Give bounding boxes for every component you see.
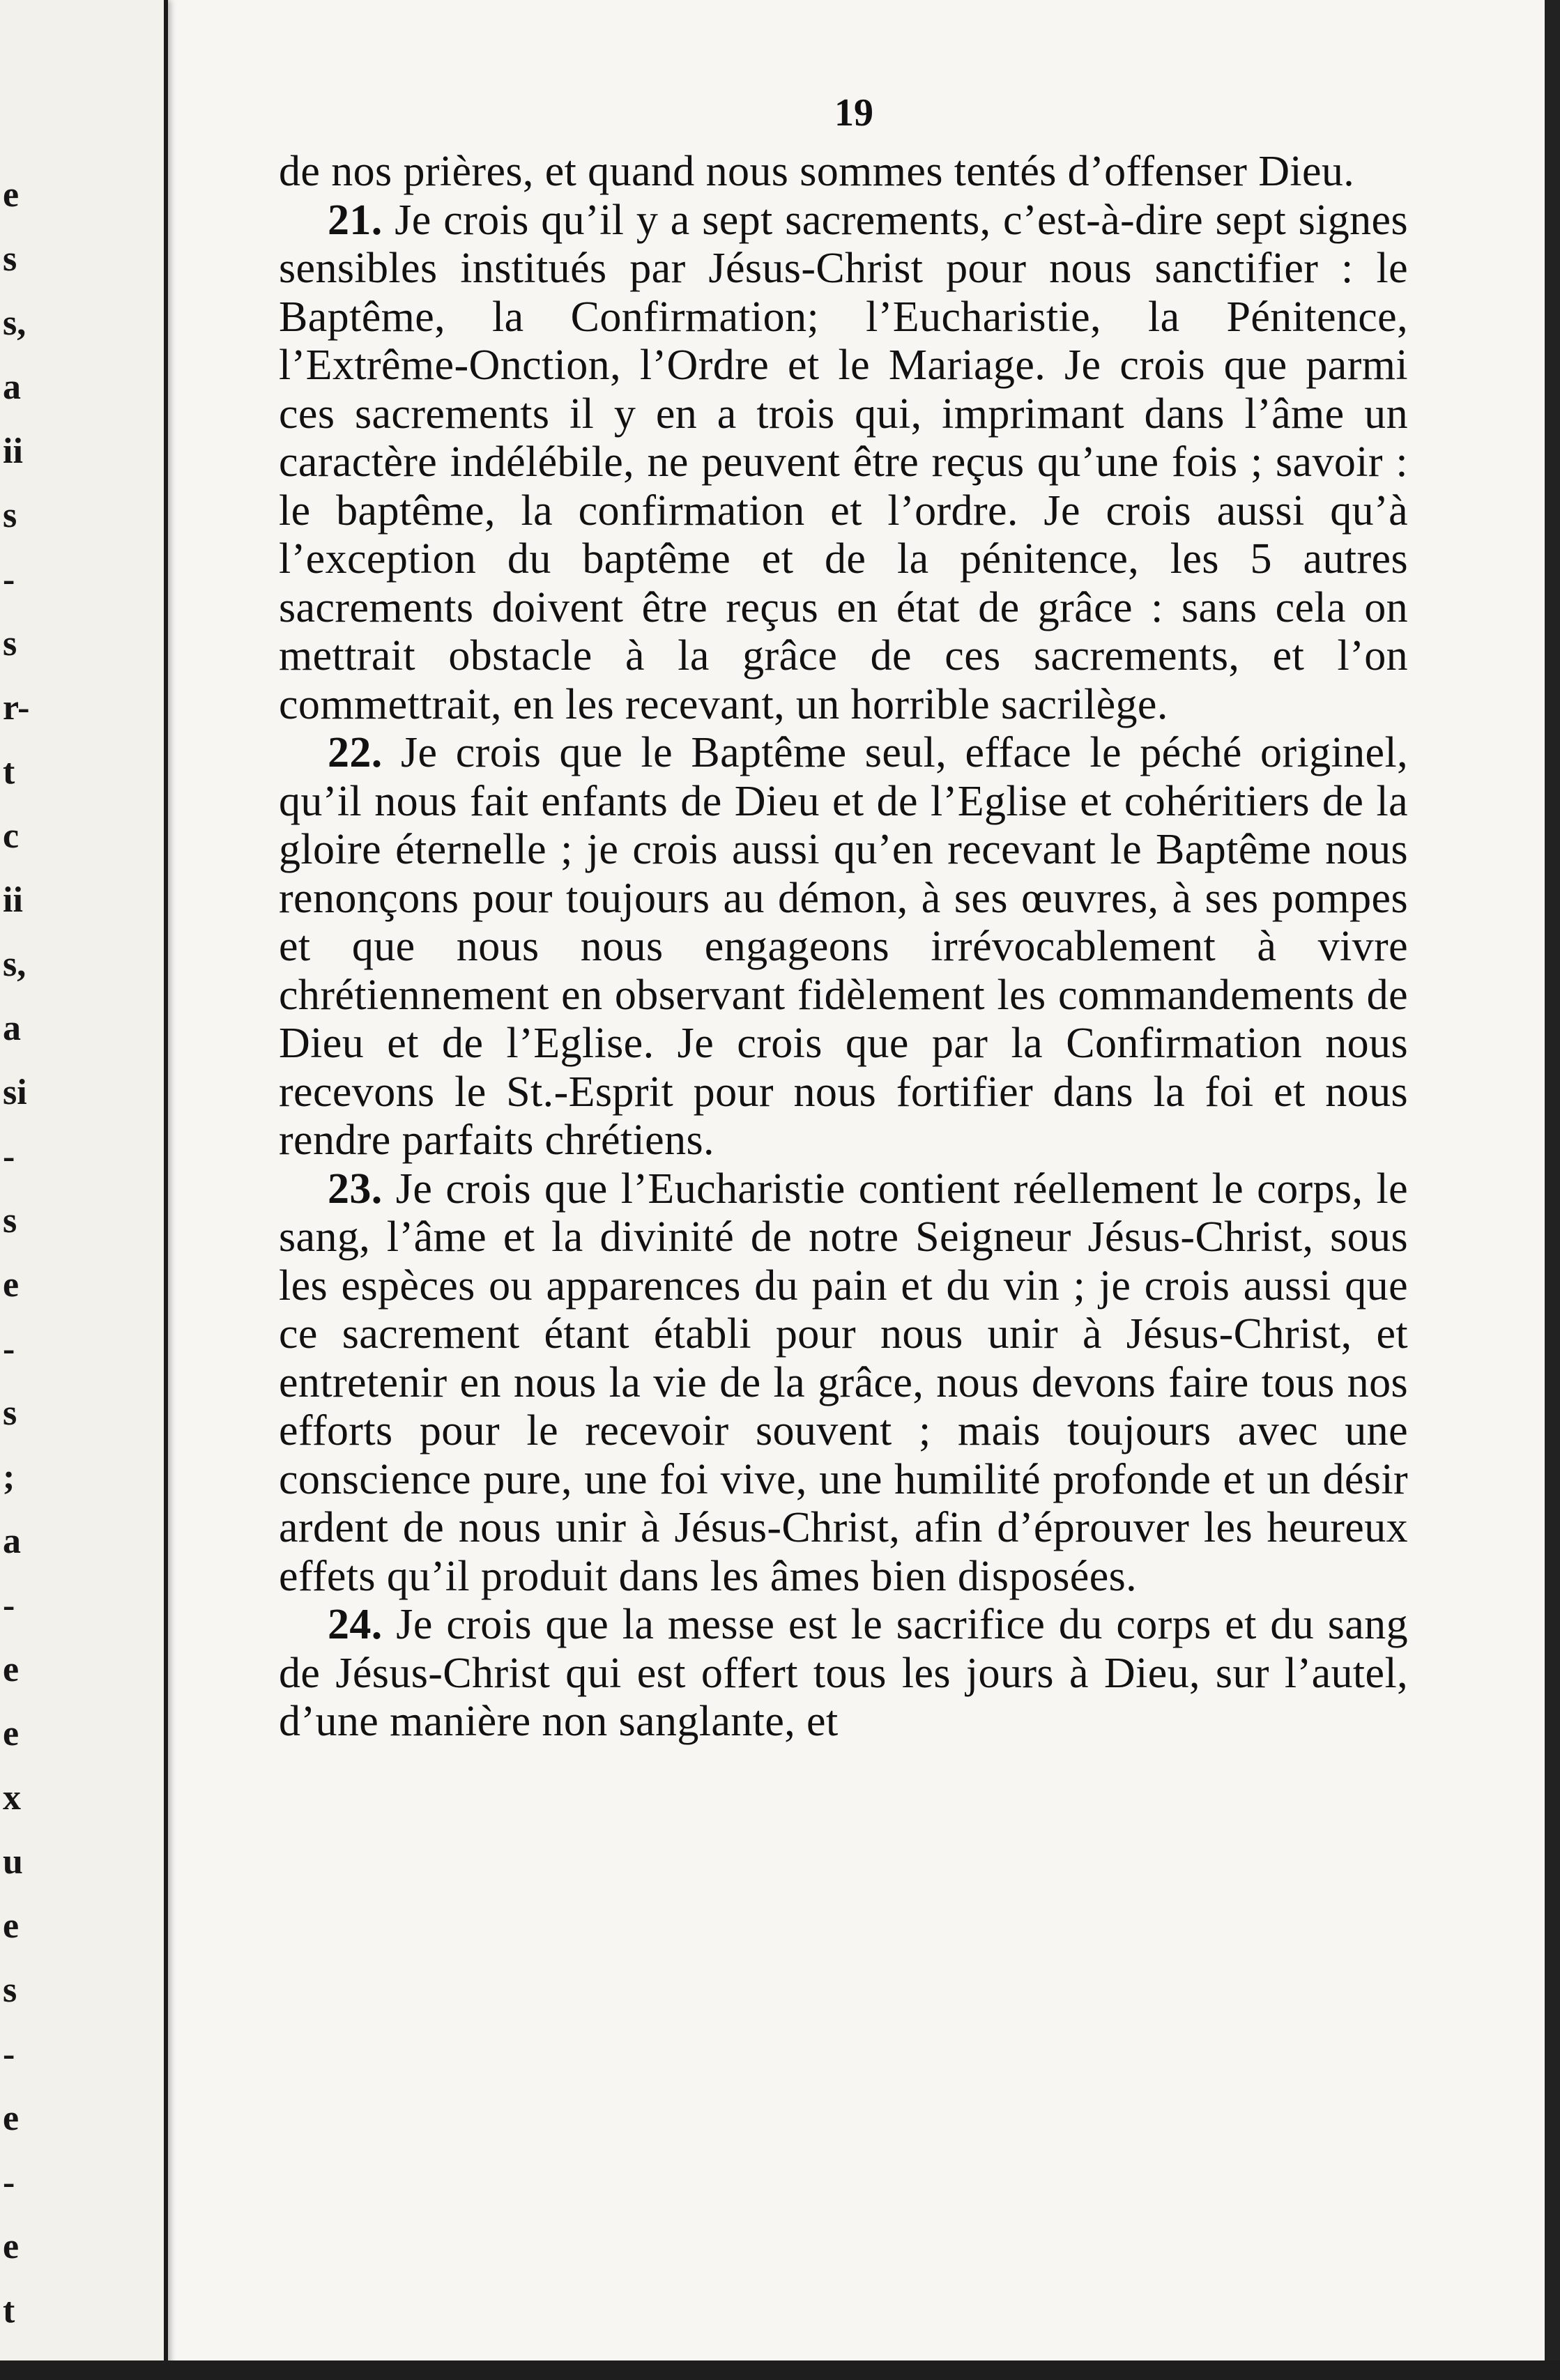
margin-letter: -	[3, 1137, 15, 1176]
paragraph-22	[279, 729, 1408, 1165]
margin-letter: ii	[3, 431, 23, 471]
paragraph-text: de nos prières, et quand nous sommes tentés d’offenser Dieu.	[279, 148, 1355, 195]
margin-letter: a	[3, 1008, 21, 1048]
margin-letter: si	[3, 1073, 27, 1112]
paragraph-text: Je crois que la messe est le sacrifice du corps et du sang de Jésus-Christ qui est offert tous les jours à Dieu, sur l’autel, d’une manière non sanglante, et	[279, 1601, 1408, 1745]
margin-letter: e	[3, 1265, 20, 1305]
margin-letter: e	[3, 1650, 20, 1689]
margin-letter: -	[3, 2034, 15, 2074]
margin-letter: -	[3, 2163, 15, 2202]
scan-frame-right	[1545, 0, 1560, 2380]
margin-letter: s	[3, 624, 17, 663]
paragraph-text: Je crois qu’il y a sept sacrements, c’est-à-dire sept signes sensibles institués par Jésus-Christ pour nous sanctifier : le Baptême, la Confirmation; l’Eucharistie, la Pénitence, l’Extrême-Onction, l’Ordre et le Mariage. Je crois que parmi ces sacrements il y en a trois qui, imprimant dans l’âme un caractère indélébile, ne peuvent être reçus qu’une fois ; savoir : le baptême, la confirmation et l’ordre. Je crois aussi qu’à l’exception du baptême et de la pénitence, les 5 autres sacrements doivent être reçus en état de grâce : sans cela on mettrait obstacle à la grâce de ces sacrements, et l’on commettrait, en les recevant, un horrible sacrilège.	[279, 196, 1408, 728]
margin-letter: e	[3, 1906, 20, 1946]
scan-frame-bottom	[0, 2360, 1560, 2380]
margin-letter: s	[3, 1201, 17, 1241]
paragraph-21	[279, 197, 1408, 730]
margin-letter: e	[3, 2098, 20, 2138]
paragraph-text: Je crois que le Baptême seul, efface le péché originel, qu’il nous fait enfants de Dieu et de l’Eglise et cohéritiers de la gloire éternelle ; je crois aussi qu’en recevant le Baptême nous renonçons pour toujours au démon, à ses œuvres, à ses pompes et que nous nous engageons irrévocablement à vivre chrétiennement en observant fidèlement les commandements de Dieu et de l’Eglise. Je crois que par la Confirmation nous recevons le St.-Esprit pour nous fortifier dans la foi et nous rendre parfaits chrétiens.	[279, 729, 1408, 1164]
margin-letter: r-	[3, 688, 30, 728]
margin-letter: a	[3, 1521, 21, 1561]
margin-letter: -	[3, 1329, 15, 1369]
margin-letter: -	[3, 560, 15, 599]
paragraph-number: 22.	[328, 729, 383, 776]
margin-letter: -	[3, 1586, 15, 1625]
margin-letter: c	[3, 816, 20, 856]
margin-letter: t	[3, 2291, 15, 2331]
margin-letter: e	[3, 1714, 20, 1753]
paragraph-number: 23.	[328, 1165, 383, 1213]
facing-page-edge	[0, 0, 168, 2380]
margin-letter: ;	[3, 1457, 15, 1497]
facing-page-margin-letters	[0, 0, 164, 2380]
margin-letter: s	[3, 1970, 17, 2010]
margin-letter: e	[3, 175, 20, 215]
book-page	[279, 91, 1408, 1746]
margin-letter: t	[3, 752, 15, 792]
paragraph-23	[279, 1165, 1408, 1602]
paragraph-24	[279, 1601, 1408, 1746]
margin-letter: s,	[3, 303, 26, 343]
margin-letter: ii	[3, 880, 23, 920]
margin-letter: s	[3, 1393, 17, 1433]
margin-letter: u	[3, 1842, 23, 1882]
margin-letter: x	[3, 1778, 21, 1818]
margin-letter: s,	[3, 944, 26, 984]
margin-letter: s	[3, 496, 17, 535]
page-number: 19	[834, 91, 873, 135]
paragraph-number: 24.	[328, 1601, 383, 1648]
paragraph-number: 21.	[328, 196, 383, 244]
margin-letter: s	[3, 239, 17, 279]
paragraph-text: Je crois que l’Eucharistie contient réellement le corps, le sang, l’âme et la divinité de notre Seigneur Jésus-Christ, sous les espèces ou apparences du pain et du vin ; je crois aussi que ce sacrement étant établi pour nous unir à Jésus-Christ, et entretenir en nous la vie de la grâce, nous devons faire tous nos efforts pour le recevoir souvent ; mais toujours avec une conscience pure, une foi vive, une humilité profonde et un désir ardent de nous unir à Jésus-Christ, afin d’éprouver les heureux effets qu’il produit dans les âmes bien disposées.	[279, 1165, 1408, 1600]
paragraph-continuation	[279, 148, 1408, 197]
margin-letter: e	[3, 2227, 20, 2266]
margin-letter: a	[3, 367, 21, 407]
